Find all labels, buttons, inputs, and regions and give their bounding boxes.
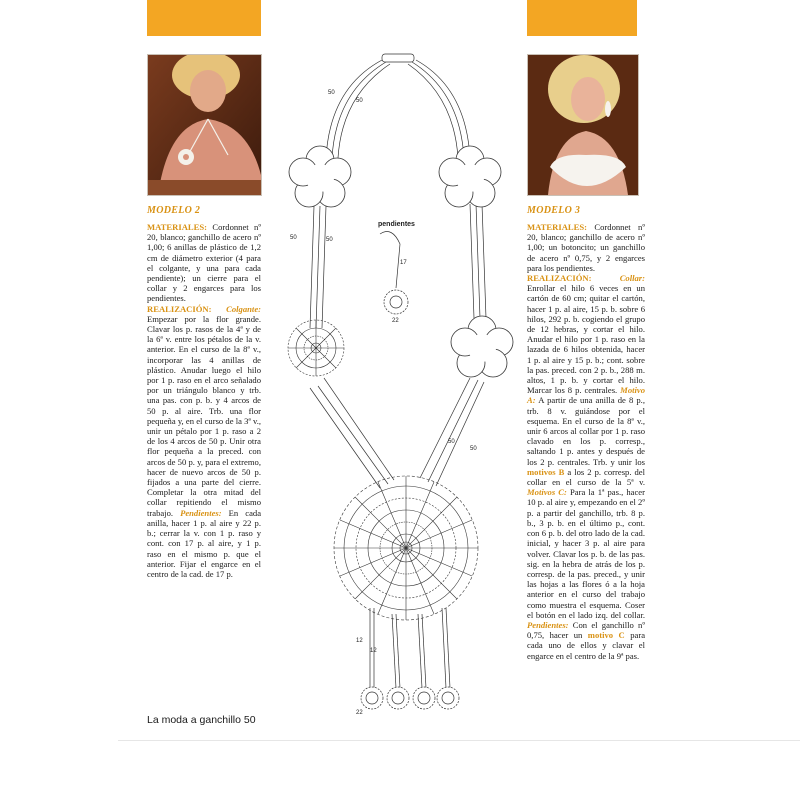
model-3-instructions xyxy=(527,222,645,661)
diagram-label-50-c: 50 xyxy=(290,235,297,241)
motifs-c-text: Para la 1ª pas., hacer 10 p. al aire y, empezando en el 2º p. a partir del ganchillo, trb. 8 p. b., 3 p. b. en el último p., cont. con 6 p. b. del otro lado de la cad. inicial, y hacer 3 p. al aire para volver. Clavar los p. b. de las pas. sig. en la hebra de atrás de los p. corresp. de la pas. preced., y unir las hojas a las flores ó a la hoja anterior en el curso del trabajo como muestra el esquema. Coser el botón en el lado izq. del collar. xyxy=(527,487,645,620)
earrings-text-a: Con el ganchillo nº 0,75, hacer un xyxy=(527,619,645,641)
motifs-c-label: Motivos C: xyxy=(527,487,567,498)
necklace-label: Collar: xyxy=(619,273,645,284)
earrings-label: Pendientes: xyxy=(180,507,222,518)
realization-label: REALIZACIÓN: xyxy=(527,273,592,284)
header-accent-right xyxy=(527,0,637,36)
diagram-label-50-e: 50 xyxy=(448,439,455,445)
diagram-label-50-d: 50 xyxy=(326,237,333,243)
pendant-label: Colgante: xyxy=(226,303,261,314)
diagram-label-12-a: 12 xyxy=(356,638,363,644)
earrings-text: En cada anilla, hacer 1 p. al aire y 22 p. b.; cerrar la v. con 1 p. raso y cont. con 17 p. al aire, y 1 p. raso en el mismo p. que el anterior. Fijar el engarce en el centro de la cad. de 17 p. xyxy=(147,507,262,579)
diagram-label-12-b: 12 xyxy=(370,648,377,654)
diagram-label-50-b: 50 xyxy=(356,98,363,104)
model-2-heading: MODELO 2 xyxy=(147,205,201,216)
necklace-diagram xyxy=(270,48,530,728)
motif-a-label: Motivo A: xyxy=(527,385,645,406)
materials-text: Cordonnet nº 20, blanco; ganchillo de acero nº 1,00; un botoncito; un ganchillo de acero nº 0,75, y 2 engarces para los pendientes. xyxy=(527,222,645,273)
model-3-photo xyxy=(527,54,639,196)
materials-label: MATERIALES: xyxy=(527,222,588,232)
diagram-label-22-earring: 22 xyxy=(392,318,399,324)
diagram-label-50-f: 50 xyxy=(470,446,477,452)
model-2-instructions xyxy=(147,222,261,579)
materials-label: MATERIALES: xyxy=(147,222,208,232)
realization-label: REALIZACIÓN: xyxy=(147,303,212,314)
materials-text: Cordonnet nº 20, blanco; ganchillo de acero nº 1,00; 6 anillas de plástico de 1,2 cm de diámetro exterior (4 para el colgante, y una para cada pendiente); un cierre para el collar y 2 engarces para los pendientes. xyxy=(147,222,261,304)
motif-a-text: A partir de una anilla de 8 p., trb. 8 v. guiándose por el esquema. En el curso de la 8ª v., unir 6 arcos al collar por 1 p. raso clavado en los p. corresp., saltando 1 p. antes y después de los 2 p. centrales. Trb. y unir los xyxy=(527,395,645,467)
earrings-label: Pendientes: xyxy=(527,619,569,630)
motif-c-label: motivo C xyxy=(587,630,625,641)
page-footer: La moda a ganchillo 50 xyxy=(147,714,256,726)
model-2-photo xyxy=(147,54,262,196)
diagram-label-17: 17 xyxy=(400,260,407,266)
earrings-text-b: para cada uno de ellos y clavar el engarce en el centro de la 9ª pas. xyxy=(527,630,646,661)
diagram-label-50-a: 50 xyxy=(328,90,335,96)
motifs-b-text: a los 2 p. corresp. del collar en el curso de la 5ª v. xyxy=(527,466,645,488)
earrings-diagram-title: pendientes xyxy=(378,221,415,228)
motifs-b-label: motivos B xyxy=(527,466,565,477)
header-accent-left xyxy=(147,0,261,36)
diagram-label-22-ring: 22 xyxy=(356,710,363,716)
necklace-text: Enrollar el hilo 6 veces en un cartón de 60 cm; quitar el cartón, hacer 1 p. al aire, 15 p. b. sobre 6 hilos, 292 p. b. cogiendo el grupo de 12 hebras, y cortar el hilo. Anudar el hilo por 1 p. raso en la lazada de 6 hilos obtenida, hacer 1 p. al aire y 15 p. b.; cont. sobre la pas. preced. con 2 p. b., 288 m. altos, 1 p. b. y cortar el hilo. Marcar los 8 p. centrales. xyxy=(527,283,645,396)
model-3-heading: MODELO 3 xyxy=(527,205,581,216)
pendant-text: Empezar por la flor grande. Clavar los p. rasos de la 4ª y de la 6ª v. entre los pétalos de la v. anterior. En el curso de la 8ª v., incorporar las 4 anillas de plástico. Anudar luego el hilo por 1 p. raso en el arco señalado por un triángulo blanco y trb. una pas. con p. b. y 4 arcos de 50 p. al aire. Trb. una flor pequeña y, en el curso de la 3ª v., unir un pétalo por 1 p. raso a 2 de los 4 arcos de 50 p. Unir otra flor pequeña a la preced. con arcos de 50 p. y, para el extremo, hacer de nuevo arcos de 50 p. fijados a una parte del cierre. Completar la otra mitad del collar repitiendo el mismo trabajo. xyxy=(147,313,261,518)
bottom-divider xyxy=(118,740,800,741)
